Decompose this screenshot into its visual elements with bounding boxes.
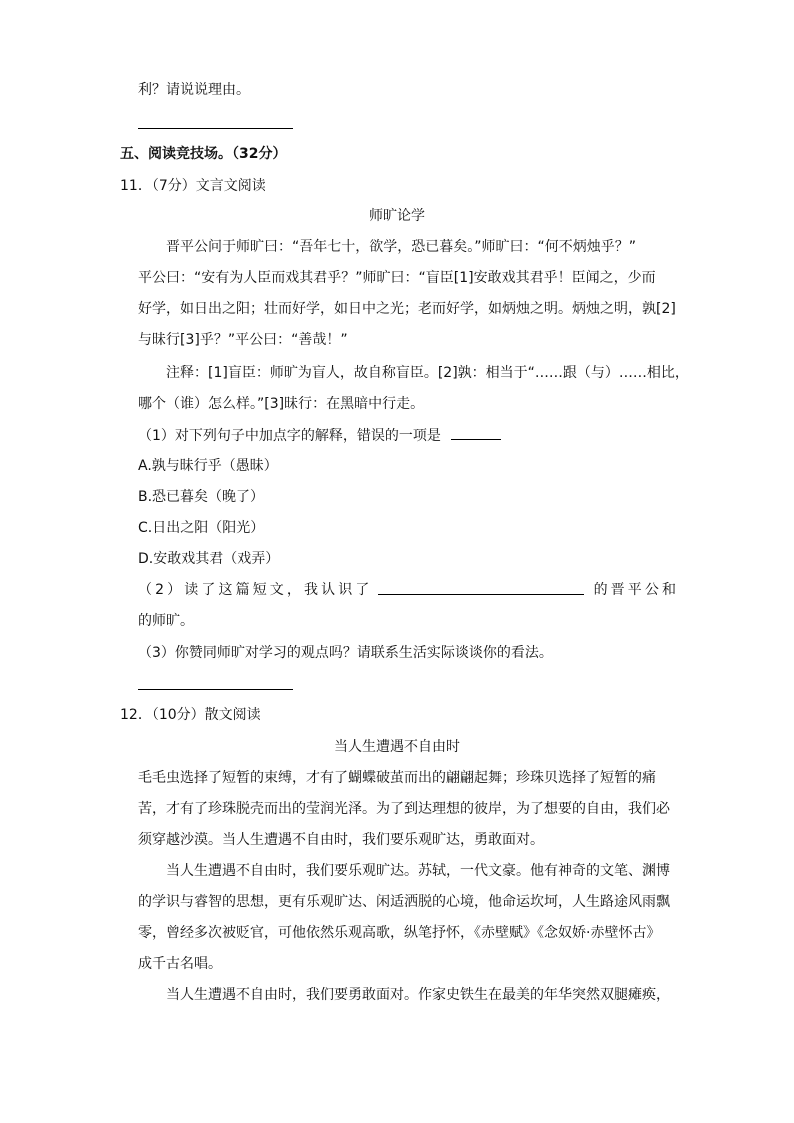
char: 篇 [235, 582, 250, 598]
sub-question-2 [138, 580, 676, 600]
passage-line: 好学，如日出之阳；壮而好学，如日中之光；老而好学，如炳烛之明。炳烛之明，孰[2] [138, 301, 676, 317]
char: ） [167, 582, 182, 598]
passage-line: 平公曰：“安有为人臣而戏其君乎？”师旷曰：“盲臣[1]安敢戏其君乎！臣闻之，少而 [138, 270, 656, 286]
essay-line: 零，曾经多次被贬官，可他依然乐观高歌，纵笔抒怀，《赤壁赋》《念奴娇·赤壁怀古》 [138, 925, 661, 941]
essay-line: 成千古名唱。 [138, 956, 222, 972]
passage-line: 晋平公问于师旷曰：“吾年七十，欲学，恐已暮矣。”师旷曰：“何不炳烛乎？” [166, 239, 637, 255]
essay-line: 毛毛虫选择了短暂的束缚，才有了蝴蝶破茧而出的翩翩起舞；珍珠贝选择了短暂的痛 [138, 770, 656, 786]
question-12-header: 12．（10分）散文阅读 [120, 707, 261, 723]
answer-line [138, 128, 293, 129]
essay-line: 苦，才有了珍珠脱壳而出的莹润光泽。为了到达理想的彼岸，为了想要的自由，我们必 [138, 801, 670, 817]
sub-question-1 [138, 425, 501, 446]
section-heading: 五、阅读竞技场。（32分） [120, 146, 287, 162]
essay-line: 的学识与睿智的思想，更有乐观旷达、闲适洒脱的心境，他命运坎坷，人生路途风雨飘 [138, 894, 670, 910]
answer-blank[interactable] [378, 580, 584, 595]
essay-line: 当人生遭遇不自由时，我们要勇敢面对。作家史铁生在最美的年华突然双腿瘫痪， [166, 987, 670, 1003]
char: 认 [321, 582, 336, 598]
char: 识 [338, 582, 353, 598]
essay-line: 当人生遭遇不自由时，我们要乐观旷达。苏轼，一代文豪。他有神奇的文笔、渊博 [166, 863, 670, 879]
answer-blank[interactable] [451, 425, 501, 440]
char: 晋 [610, 582, 625, 598]
char: 2 [155, 582, 165, 598]
char: （ [138, 582, 152, 598]
char: 平 [627, 582, 642, 598]
char: 这 [218, 582, 233, 598]
char: 读 [184, 582, 199, 598]
notes-line: 哪个（谁）怎么样。”[3]昧行：在黑暗中行走。 [138, 396, 425, 412]
char: 和 [662, 582, 676, 598]
passage-line: 与昧行[3]乎？”平公曰：“善哉！” [138, 332, 348, 348]
essay-line: 须穿越沙漠。当人生遭遇不自由时，我们要乐观旷达，勇敢面对。 [138, 832, 544, 848]
char: 短 [252, 582, 267, 598]
option-b: B.恐已暮矣（晚了） [138, 489, 265, 505]
char: 我 [304, 582, 319, 598]
intro-line: 利？请说说理由。 [138, 82, 250, 98]
question-11-header: 11．（7分）文言文阅读 [120, 178, 266, 194]
char: 的 [593, 582, 608, 598]
char: 公 [644, 582, 659, 598]
essay-title: 当人生遭遇不自由时 [334, 739, 460, 755]
char: 了 [355, 582, 370, 598]
sub-question-2-continued: 的师旷。 [138, 613, 194, 629]
sub-question-3: （3）你赞同师旷对学习的观点吗？请联系生活实际谈谈你的看法。 [138, 645, 553, 661]
notes-line: 注释：[1]盲臣：师旷为盲人，故自称盲臣。[2]孰：相当于“……跟（与）……相比， [166, 365, 689, 381]
option-d: D.安敢戏其君（戏弄） [138, 551, 280, 567]
passage-title: 师旷论学 [369, 208, 425, 224]
option-a: A.孰与昧行乎（愚昧） [138, 458, 278, 474]
answer-line [138, 689, 293, 690]
sub-question-1-text: （1）对下列句子中加点字的解释，错误的一项是 [138, 428, 441, 444]
char: 了 [201, 582, 216, 598]
char: ， [286, 582, 301, 598]
option-c: C.日出之阳（阳光） [138, 520, 265, 536]
char: 文 [269, 582, 284, 598]
